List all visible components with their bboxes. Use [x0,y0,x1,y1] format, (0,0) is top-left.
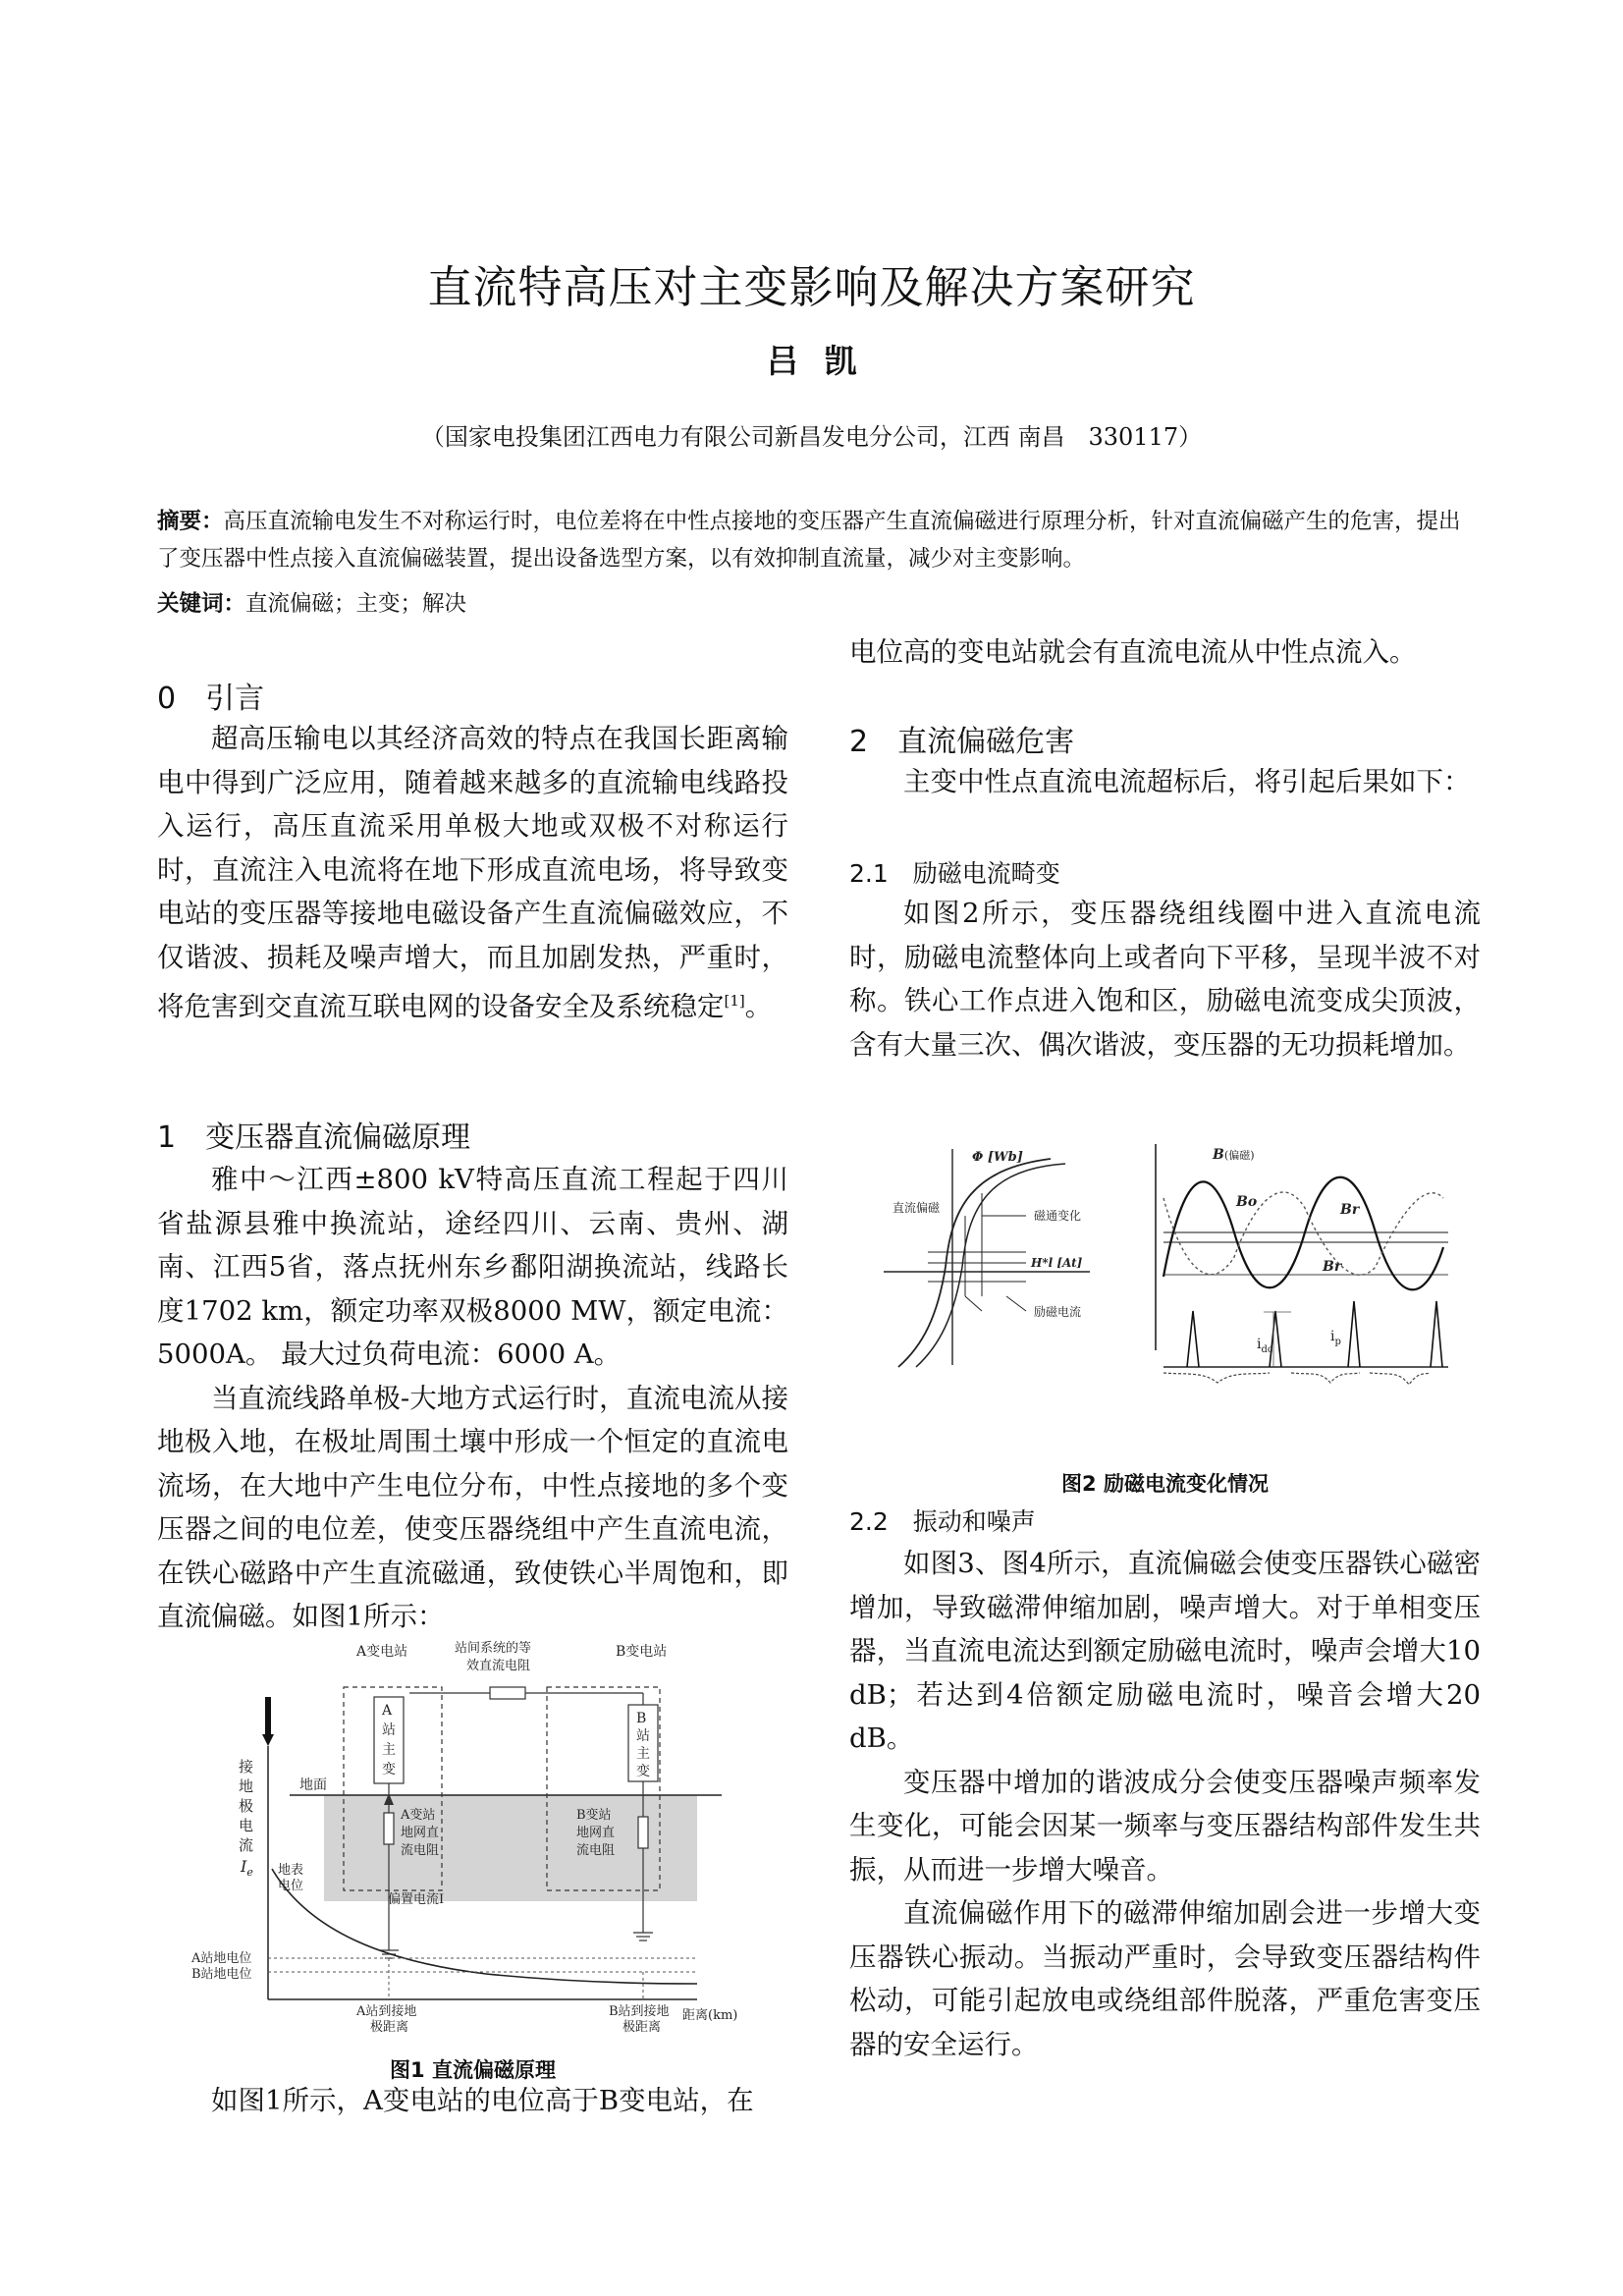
b-distance-label-1: B站到接地 [609,2004,670,2019]
b-transformer-label-1: B [636,1711,647,1726]
a-grid-resistance-label-2: 地网直 [401,1826,440,1840]
y-axis-label-1: 接 [239,1758,254,1776]
fig2-ip-sub: p [1334,1337,1341,1347]
section-2-1-body [849,892,1481,1066]
system-resistance-label-2: 效直流电阻 [466,1659,531,1673]
ground-label: 地面 [299,1777,327,1793]
fig2-current-spike-2 [1270,1311,1281,1367]
section-2-2-paragraph-1: 如图3、图4所示，直流偏磁会使变压器铁心磁密增加，导致磁滞伸缩加剧，噪声增大。对于单相变压器，当直流电流达到额定励磁电流时，噪声会增大10 dB；若达到4倍额定励磁电流时，噪音会增大20 dB。 [849,1548,1481,1754]
y-axis-label-5: 流 [239,1836,254,1854]
fig2-ip-i: i [1330,1329,1335,1344]
section-2-1-heading: 2.1 励磁电流畸变 [849,859,1060,888]
section-1-paragraph-2: 当直流线路单极-大地方式运行时，直流电流从接地极入地，在极址周围土壤中形成一个恒定的直流电流场，在大地中产生电位分布，中性点接地的多个变压器之间的电位差，使变压器绕组中产生直流电流，在铁心磁路中产生直流磁通，致使铁心半周饱和，即直流偏磁。如图1所示： [157,1382,788,1632]
figure-1-diagram [191,1638,761,2041]
x-axis-label: 距离(km) [682,2008,738,2023]
abstract-label: 摘要： [157,509,224,534]
right-continuation [849,630,1481,675]
abstract-text: 高压直流输电发生不对称运行时，电位差将在中性点接地的变压器产生直流偏磁进行原理分析，针对直流偏磁产生的危害，提出了变压器中性点接入直流偏磁装置，提出设备选型方案，以有效抑制直流量，减少对主变影响。 [157,509,1461,572]
b-transformer-label-3: 主 [636,1746,650,1762]
author-name: 吕凯 [766,342,883,380]
fig2-b-note: (偏磁) [1224,1149,1255,1162]
fig2-current-spike-1 [1187,1311,1199,1367]
a-transformer-label-2: 站 [382,1722,396,1738]
b-distance-label-2: 极距离 [622,2020,662,2035]
fig2-idc-label [1257,1337,1273,1355]
section-2-paragraph: 主变中性点直流电流超标后，将引起后果如下： [903,766,1471,797]
surface-potential-label-1: 地表 [278,1863,304,1878]
b-grid-resistance-label-1: B变站 [576,1808,612,1823]
continuation-paragraph: 电位高的变电站就会有直流电流从中性点流入。 [849,636,1417,668]
section-2-heading: 2 直流偏磁危害 [849,725,1075,759]
a-grid-resistance-label-3: 流电阻 [401,1843,440,1858]
section-0-paragraph: 超高压输电以其经济高效的特点在我国长距离输电中得到广泛应用，随着越来越多的直流输电线路投入运行，高压直流采用单极大地或双极不对称运行时，直流注入电流将在地下形成直流电场，将导致变电站的变压器等接地电磁设备产生直流偏磁效应，不仅谐波、损耗及噪声增大，而且加剧发热，严重时，将危害到交直流互联电网的设备安全及系统稳定 [157,723,788,1023]
section-1-paragraph-1: 雅中～江西±800 kV特高压直流工程起于四川省盐源县雅中换流站，途经四川、云南、贵州、湖南、江西5省，落点抚州东乡鄱阳湖换流站，线路长度1702 km，额定功率双极8000 MW，额定电流：5000A。 最大过负荷电流：6000 A。 [157,1164,788,1370]
fig2-idc-i: i [1257,1337,1262,1352]
figure-2-diagram [879,1139,1448,1434]
section-2-1-paragraph: 如图2所示，变压器绕组线圈中进入直流电流时，励磁电流整体向上或者向下平移，呈现半波不对称。铁心工作点进入饱和区，励磁电流变成尖顶波，含有大量三次、偶次谐波，变压器的无功损耗增加。 [849,898,1481,1061]
surface-potential-label-2: 电位 [278,1879,304,1893]
section-0-body [157,717,788,1029]
system-resistance-label-1: 站间系统的等 [455,1641,532,1656]
a-grid-resistor [384,1813,394,1844]
keywords-text: 直流偏磁；主变；解决 [245,591,467,617]
y-axis-label-3: 极 [239,1797,254,1815]
section-1-paragraph-3: 如图1所示，A变电站的电位高于B变电站，在 [211,2085,754,2116]
section-2-body [849,760,1481,804]
b-grid-resistance-label-3: 流电阻 [576,1843,616,1858]
a-potential-label: A站地电位 [191,1951,252,1966]
section-2-2-heading: 2.2 振动和噪声 [849,1507,1036,1536]
a-transformer-label-1: A [382,1703,393,1719]
b-potential-label: B站地电位 [191,1967,252,1982]
abstract [157,503,1478,577]
keywords [157,585,466,623]
b-grid-resistor [638,1817,648,1848]
figure-2-caption: 图2 励磁电流变化情况 [1061,1472,1269,1496]
a-transformer-label-3: 主 [382,1742,396,1758]
fig2-h-label: H*l [At] [1031,1256,1083,1270]
keywords-label: 关键词： [157,591,246,617]
current-symbol [240,1857,253,1879]
paper-title: 直流特高压对主变影响及解决方案研究 [427,261,1196,313]
fig2-phi-label: Φ [Wb] [972,1150,1023,1165]
section-0-heading: 0 引言 [157,682,265,716]
section-1-tail [157,2079,788,2123]
b-grid-resistance-label-2: 地网直 [576,1826,616,1840]
current-symbol-sub: e [246,1866,253,1879]
y-axis-label-4: 电 [239,1817,254,1834]
fig2-br2-label: Br [1323,1259,1342,1275]
fig2-dc-bias-label: 直流偏磁 [893,1201,941,1215]
fig2-current-spike-3 [1348,1301,1360,1367]
section-1-body [157,1158,788,1639]
a-distance-label-1: A站到接地 [356,2004,417,2019]
fig2-br-label: Br [1340,1202,1360,1218]
section-2-2-paragraph-2: 变压器中增加的谐波成分会使变压器噪声频率发生变化，可能会因某一频率与变压器结构部件发生共振，从而进一步增大噪音。 [849,1766,1481,1886]
fig2-bo-label: Bo [1236,1194,1258,1210]
citation-ref: [1] [724,992,745,1010]
fig2-ip-label [1330,1329,1341,1347]
section-0-end: 。 [744,991,773,1023]
section-2-2-paragraph-3: 直流偏磁作用下的磁滞伸缩加剧会进一步增大变压器铁心振动。当振动严重时，会导致变压器结构件松动，可能引起放电或绕组部件脱落，严重危害变压器的安全运行。 [849,1897,1481,2060]
a-transformer-label-4: 变 [382,1762,396,1777]
affiliation: （国家电投集团江西电力有限公司新昌发电分公司，江西 南昌 330117） [420,423,1203,451]
station-b-label: B变电站 [616,1644,668,1660]
y-axis-label-2: 地 [239,1777,254,1795]
section-2-2-body [849,1542,1481,2066]
fig2-excitation-label: 励磁电流 [1034,1305,1082,1319]
current-symbol-i: I [241,1857,247,1876]
fig2-flux-change-label: 磁通变化 [1034,1209,1082,1223]
section-1-heading: 1 变压器直流偏磁原理 [157,1121,471,1155]
b-transformer-label-4: 变 [636,1764,650,1779]
system-resistor [490,1687,525,1699]
b-transformer-label-2: 站 [636,1728,650,1744]
station-a-label: A变电站 [356,1644,408,1660]
a-grid-resistance-label-1: A变站 [401,1808,436,1823]
bias-current-label: 偏置电流I [388,1892,445,1907]
figure-1-caption: 图1 直流偏磁原理 [390,2058,556,2082]
fig2-b-wave-dotted [1163,1192,1443,1275]
fig2-b-label: B [1213,1147,1224,1163]
fig2-idc-sub: dc [1261,1344,1273,1355]
a-distance-label-2: 极距离 [370,2020,409,2035]
fig2-current-spike-4 [1431,1301,1442,1367]
